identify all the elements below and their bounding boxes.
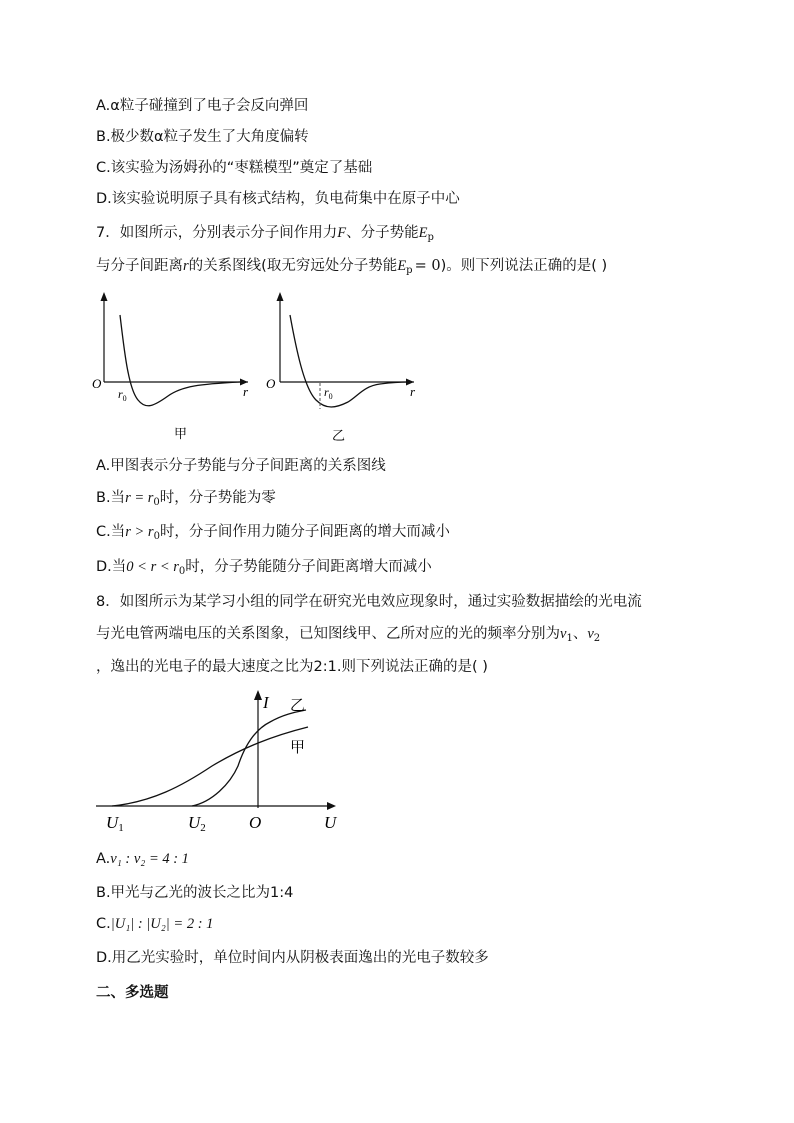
- q8-origin: O: [249, 813, 262, 832]
- q7-left-r0-r: r: [118, 387, 123, 401]
- q7-right-caption: 乙: [332, 429, 346, 444]
- q7-left-curve: [120, 315, 240, 406]
- q7-symbol-f: F: [337, 225, 347, 241]
- q8-curve-yi: [192, 710, 306, 806]
- q8-y-label: I: [263, 693, 269, 712]
- q7-option-b-sub: 0: [153, 497, 160, 508]
- q8-option-a-math: ν₁ : ν₂ = 4 : 1: [110, 851, 189, 867]
- q7-stem-text: )。则下列说法正确的是( ): [440, 258, 608, 274]
- q7-option-c-sub: 0: [153, 531, 160, 542]
- q7-left-caption: 甲: [174, 427, 188, 442]
- q8-symbol-v1: ν: [560, 626, 567, 642]
- q7-option-b: [96, 488, 276, 513]
- q7-option-a: A.甲图表示分子势能与分子间距离的关系图线: [96, 458, 386, 474]
- q8-symbol-sub1: 1: [566, 633, 573, 644]
- q6-option-d: D.该实验说明原子具有核式结构，负电荷集中在原子中心: [96, 191, 460, 207]
- q7-option-c-suffix: 时，分子间作用力随分子间距离的增大而减小: [159, 524, 450, 540]
- q7-option-d-prefix: D.当: [96, 559, 127, 575]
- q7-left-r0: [118, 387, 127, 403]
- q6-option-a: A.α粒子碰撞到了电子会反向弹回: [96, 98, 309, 114]
- q7-right-r0-sub: 0: [328, 392, 333, 401]
- q7-stem-text: 、分子势能: [346, 225, 419, 241]
- q7-symbol-r: r: [183, 258, 189, 274]
- q8-label-u2: [188, 813, 206, 834]
- q8-option-c-prefix: C.: [96, 916, 111, 932]
- q7-left-r0-sub: 0: [122, 394, 127, 403]
- q7-option-d: [96, 557, 432, 582]
- q7-symbol-sub-p: p: [427, 232, 434, 243]
- q7-option-b-prefix: B.当: [96, 490, 126, 506]
- q7-option-c-math: r > r: [125, 524, 154, 540]
- q7-option-b-math: r = r: [125, 490, 154, 506]
- q8-label-yi: 乙: [290, 696, 306, 714]
- q8-option-a-prefix: A.: [96, 851, 111, 867]
- q7-right-origin: O: [266, 376, 276, 391]
- q7-right-curve: [290, 315, 408, 407]
- q7-option-b-suffix: 时，分子势能为零: [159, 490, 276, 506]
- q7-option-c-prefix: C.当: [96, 524, 126, 540]
- q7-stem-text: 7．如图所示，分别表示分子间作用力: [96, 225, 338, 241]
- arrow-icon: [277, 292, 284, 301]
- q7-left-axis-label: r: [243, 384, 249, 399]
- q8-label-u2-sub: 2: [200, 822, 206, 834]
- q7-stem-line1: [96, 223, 434, 248]
- q6-option-b: B.极少数α粒子发生了大角度偏转: [96, 129, 309, 145]
- section-heading-multiple-choice: 二、多选题: [96, 985, 169, 1001]
- q7-left-origin: O: [92, 376, 102, 391]
- q7-stem-line2: [96, 256, 607, 281]
- q8-stem-line3: ，逸出的光电子的最大速度之比为2:1.则下列说法正确的是( ): [96, 659, 488, 675]
- q8-option-d: D.用乙光实验时，单位时间内从阴极表面逸出的光电子数较多: [96, 950, 489, 966]
- q7-stem-text: 的关系图线(取无穷远处分子势能: [188, 258, 398, 274]
- q7-option-d-sub: 0: [178, 566, 186, 577]
- q8-label-u2-u: U: [188, 813, 201, 832]
- q7-stem-eq: = 0: [414, 258, 441, 274]
- q7-option-d-math: 0 < r < r: [126, 559, 179, 575]
- q7-option-c: [96, 522, 450, 547]
- q8-figure: [92, 686, 352, 836]
- q8-label-u1-u: U: [106, 813, 119, 832]
- q8-option-c: [96, 914, 213, 934]
- q7-right-axis-label: r: [410, 384, 416, 399]
- q8-option-b: B.甲光与乙光的波长之比为1:4: [96, 885, 294, 901]
- q7-symbol-e: E: [418, 225, 428, 241]
- q8-stem-text: 与光电管两端电压的关系图象，已知图线甲、乙所对应的光的频率分别为: [96, 626, 560, 642]
- q8-curve-jia: [112, 727, 308, 806]
- q7-stem-text: 与分子间距离: [96, 258, 183, 274]
- q8-symbol-sub2: 2: [593, 633, 601, 644]
- q7-symbol-e: E: [397, 258, 407, 274]
- q7-right-r0: [324, 385, 333, 401]
- q7-right-r0-r: r: [324, 385, 329, 399]
- arrow-icon: [327, 802, 336, 810]
- arrow-icon: [254, 690, 262, 700]
- q8-stem-line1: 8．如图所示为某学习小组的同学在研究光电效应现象时，通过实验数据描绘的光电流: [96, 594, 642, 610]
- q8-label-u1-sub: 1: [118, 822, 124, 834]
- q8-stem-line2: [96, 624, 600, 649]
- q7-symbol-sub-p: p: [406, 265, 413, 276]
- q7-option-d-suffix: 时，分子势能随分子间距离增大而减小: [185, 559, 432, 575]
- q8-x-label: U: [324, 813, 337, 832]
- q8-label-u1: [106, 813, 124, 834]
- q6-option-c: C.该实验为汤姆孙的“枣糕模型”奠定了基础: [96, 160, 373, 176]
- q8-stem-sep: 、: [572, 626, 588, 642]
- q8-option-a: [96, 849, 189, 869]
- q7-figure: [90, 288, 430, 448]
- q8-option-c-math: |U₁| : |U₂| = 2 : 1: [110, 916, 214, 932]
- arrow-icon: [101, 292, 108, 301]
- q8-symbol-v2: ν: [587, 626, 594, 642]
- q8-label-jia: 甲: [290, 738, 306, 756]
